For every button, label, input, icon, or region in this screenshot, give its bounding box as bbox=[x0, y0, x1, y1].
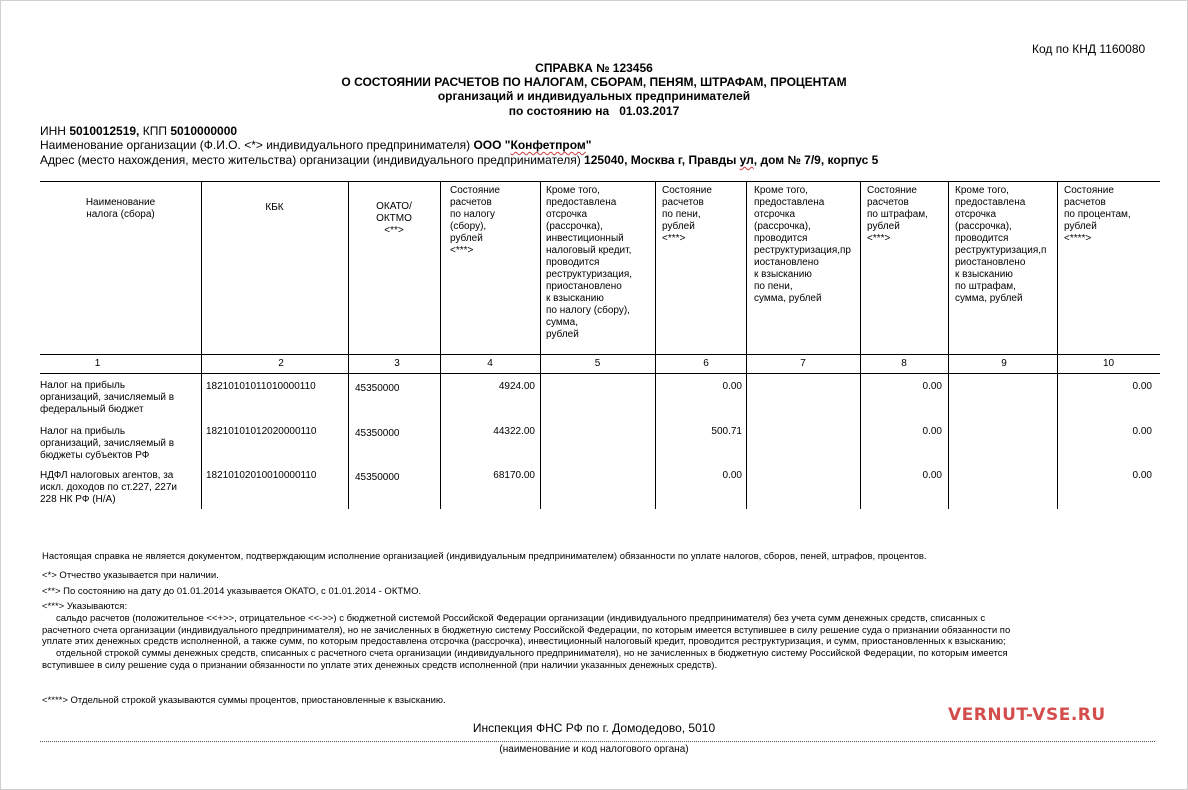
kbk-cell: 18210101012020000110 bbox=[206, 426, 317, 437]
interest-balance-cell: 0.00 bbox=[1132, 470, 1152, 481]
col-number: 7 bbox=[800, 358, 806, 369]
okato-cell: 45350000 bbox=[355, 472, 400, 483]
date-label: по состоянию на bbox=[508, 104, 610, 118]
fines-balance-cell: 0.00 bbox=[922, 381, 942, 392]
table-col-divider bbox=[948, 181, 949, 509]
tax-authority-name: Инспекция ФНС РФ по г. Домодедово, 5010 bbox=[472, 721, 716, 735]
table-col-divider bbox=[655, 181, 656, 509]
col-header-penalty-balance: Состояние расчетов по пени, рублей <***> bbox=[662, 185, 712, 244]
col-header-okato: ОКАТО/ ОКТМО <**> bbox=[376, 201, 412, 236]
inn-label: ИНН bbox=[40, 124, 66, 138]
table-col-divider bbox=[860, 181, 861, 509]
col-number: 5 bbox=[594, 358, 601, 369]
interest-balance-cell: 0.00 bbox=[1132, 426, 1152, 437]
tax-name-cell: Налог на прибыль организаций, зачисляемый в федеральный бюджет bbox=[40, 380, 175, 415]
org-name-line bbox=[40, 138, 591, 152]
signature-dotted-line bbox=[40, 741, 1155, 742]
kpp-label: КПП bbox=[142, 124, 167, 138]
kbk-cell: 18210101011010000110 bbox=[206, 381, 316, 392]
doc-title-subject: О СОСТОЯНИИ РАСЧЕТОВ ПО НАЛОГАМ, СБОРАМ, ПЕНЯМ, ШТРАФАМ, ПРОЦЕНТАМ bbox=[341, 75, 847, 89]
address-label: Адрес (место нахождения, место жительства) организации (индивидуального предпринимателя) bbox=[40, 153, 581, 167]
doc-date-line bbox=[0, 104, 1188, 118]
watermark: VERNUT-VSE.RU bbox=[948, 705, 1106, 725]
col-number: 6 bbox=[703, 358, 709, 369]
note-interest: <****> Отдельной строкой указываются суммы процентов, приостановленные к взысканию. bbox=[42, 695, 446, 706]
inn-value: 5010012519, bbox=[69, 124, 140, 138]
okato-cell: 45350000 bbox=[355, 428, 400, 439]
penalty-balance-cell: 0.00 bbox=[722, 381, 742, 392]
col-header-tax-balance: Состояние расчетов по налогу (сбору), рублей <***> bbox=[450, 185, 500, 256]
note-balance: <***> Указываются: сальдо расчетов (положительное <<+>>, отрицательное <<->>) с бюджетной системой Российской Федерации организации (индивидуального предпринимателя) без учета сумм денежных средств, списанных с расчетного счета организации (индивидуального предпринимателя), но не зачисленных в бюджетную систему Российской Федерации, по которым имеется вступившее в силу решение суда о признании обязанности по уплате этих денежных средств исполненной, а также сумм, по которым предоставлена отсрочка (рассрочка), инвестиционный налоговый кредит, проводится реструктуризация, и сумм, приостановленных к взысканию; отдельной строкой суммы денежных средств, списанных с расчетного счета организации (индивидуального предпринимателя), но не зачисленных в бюджетную систему Российской Федерации, по которым имеется вступившее в силу решение суда о признании обязанности по уплате этих денежных средств исполненной (при наличии указанных денежных средств). bbox=[42, 601, 1011, 671]
table-col-divider bbox=[1057, 181, 1058, 509]
kbk-cell: 18210102010010000110 bbox=[206, 470, 317, 481]
penalty-balance-cell: 500.71 bbox=[711, 426, 742, 437]
okato-cell: 45350000 bbox=[355, 383, 400, 394]
tax-balance-cell: 4924.00 bbox=[498, 381, 535, 392]
col-number: 4 bbox=[487, 358, 493, 369]
fines-balance-cell: 0.00 bbox=[922, 470, 942, 481]
doc-title-number: СПРАВКА № 123456 bbox=[535, 61, 653, 75]
col-number: 10 bbox=[1102, 358, 1115, 369]
col-header-tax-name: Наименование налога (сбора) bbox=[85, 197, 156, 220]
org-label: Наименование организации (Ф.И.О. <*> индивидуального предпринимателя) bbox=[40, 138, 471, 152]
knd-code: Код по КНД 1160080 bbox=[1032, 42, 1146, 56]
tax-authority-caption: (наименование и код налогового органа) bbox=[499, 744, 689, 755]
interest-balance-cell: 0.00 bbox=[1132, 381, 1152, 392]
col-header-fines-balance: Состояние расчетов по штрафам, рублей <***> bbox=[867, 185, 928, 244]
address-line bbox=[40, 153, 878, 167]
col-number: 2 bbox=[278, 358, 284, 369]
col-number: 8 bbox=[901, 358, 907, 369]
col-header-interest-balance: Состояние расчетов по процентам, рублей <****> bbox=[1064, 185, 1131, 244]
col-number: 1 bbox=[94, 358, 101, 369]
col-header-tax-deferral: Кроме того, предоставлена отсрочка (рассрочка), инвестиционный налоговый кредит, проводится реструктуризация, приостановлено к взысканию по налогу (сбору), сумма, рублей bbox=[546, 185, 633, 340]
inn-kpp-line bbox=[40, 124, 237, 138]
table-col-divider bbox=[746, 181, 747, 509]
kpp-value: 5010000000 bbox=[170, 124, 238, 138]
col-header-penalty-deferral: Кроме того, предоставлена отсрочка (рассрочка), проводится реструктуризация,пр иостановлено к взысканию по пени, сумма, рублей bbox=[754, 185, 851, 304]
doc-title-scope: организаций и индивидуальных предпринимателей bbox=[437, 89, 751, 103]
tax-name-cell: НДФЛ налоговых агентов, за искл. доходов по ст.227, 227и 228 НК РФ (Н/А) bbox=[40, 470, 177, 505]
col-number: 9 bbox=[1001, 358, 1007, 369]
fines-balance-cell: 0.00 bbox=[922, 426, 942, 437]
note-disclaimer: Настоящая справка не является документом, подтверждающим исполнение организацией (индивидуальным предпринимателем) обязанности по уплате налогов, сборов, пеней, штрафов, процентов. bbox=[42, 551, 927, 562]
table-col-divider bbox=[440, 181, 441, 509]
table-col-divider bbox=[540, 181, 541, 509]
tax-balance-cell: 68170.00 bbox=[493, 470, 535, 481]
col-header-fines-deferral: Кроме того, предоставлена отсрочка (рассрочка), проводится реструктуризация,п риостановлено к взысканию по штрафам, сумма, рублей bbox=[955, 185, 1047, 304]
note-okato: <**> По состоянию на дату до 01.01.2014 указывается ОКАТО, с 01.01.2014 - ОКТМО. bbox=[42, 586, 422, 597]
table-header-border bbox=[40, 354, 1160, 355]
table-top-border bbox=[40, 181, 1160, 182]
col-number: 3 bbox=[394, 358, 400, 369]
table-col-divider bbox=[201, 181, 202, 509]
tax-balance-cell: 44322.00 bbox=[493, 426, 535, 437]
org-value: ООО "Конфетпром" bbox=[473, 138, 592, 152]
col-header-kbk: КБК bbox=[265, 202, 284, 213]
address-value: 125040, Москва г, Правды ул, дом № 7/9, корпус 5 bbox=[584, 153, 879, 167]
date-value: 01.03.2017 bbox=[619, 104, 680, 118]
table-number-border bbox=[40, 373, 1160, 374]
note-patronymic: <*> Отчество указывается при наличии. bbox=[42, 570, 219, 581]
penalty-balance-cell: 0.00 bbox=[722, 470, 742, 481]
tax-name-cell: Налог на прибыль организаций, зачисляемый в бюджеты субъектов РФ bbox=[40, 426, 175, 461]
